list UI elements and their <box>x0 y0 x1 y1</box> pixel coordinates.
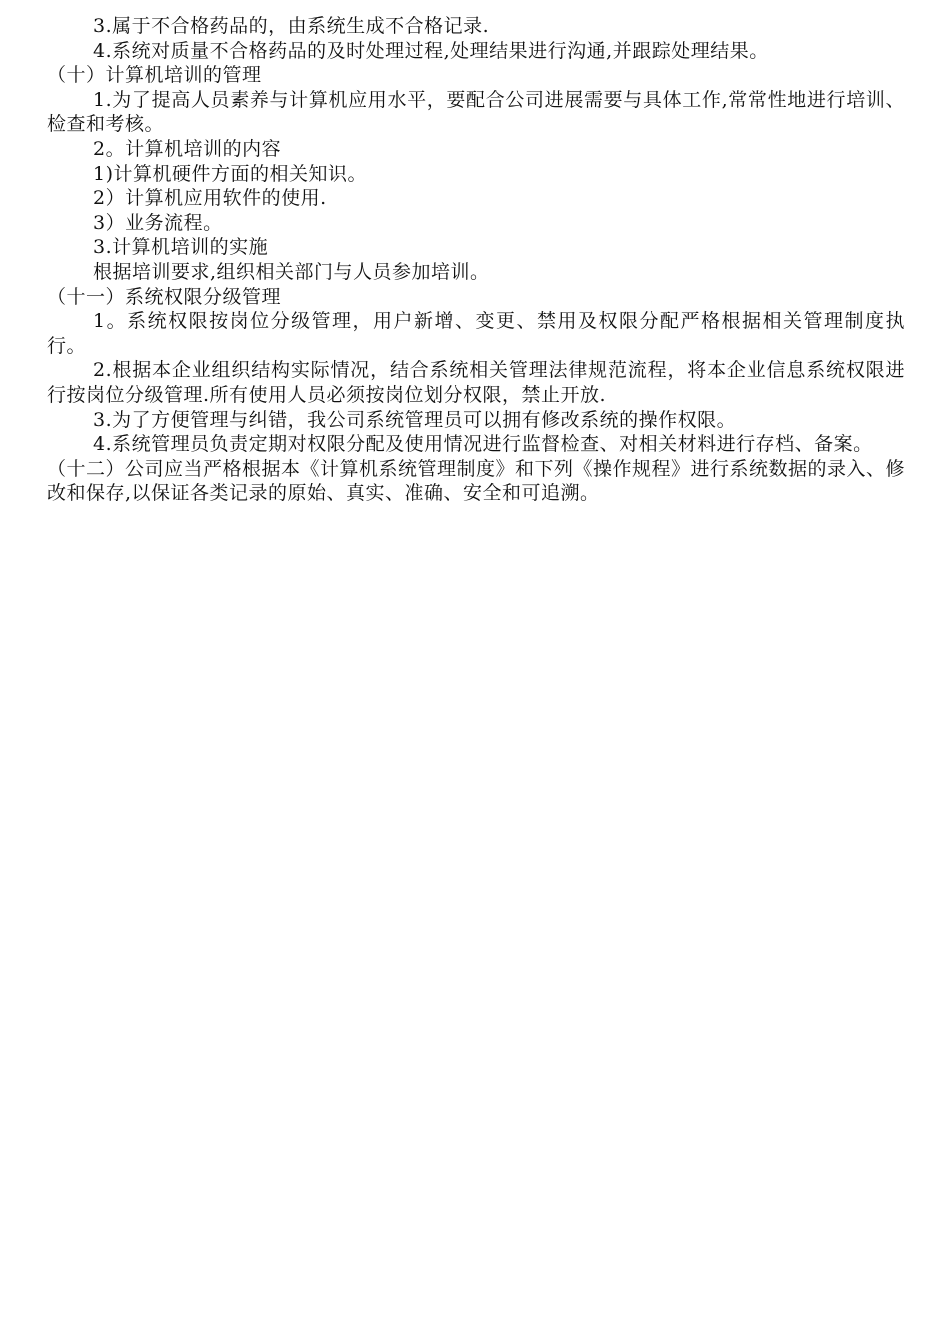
section-heading-10: （十）计算机培训的管理 <box>47 64 262 87</box>
paragraph-training-2-1: 1)计算机硬件方面的相关知识。 <box>93 162 368 185</box>
paragraph-item-3: 3.属于不合格药品的，由系统生成不合格记录. <box>93 15 490 37</box>
paragraph-permission-3: 3.为了方便管理与纠错，我公司系统管理员可以拥有修改系统的操作权限。 <box>93 408 737 431</box>
paragraph-training-2-3: 3）业务流程。 <box>93 211 223 234</box>
paragraph-permission-2: 2.根据本企业组织结构实际情况，结合系统相关管理法律规范流程，将本企业信息系统权限进行按岗位分级管理.所有使用人员必须按岗位划分权限，禁止开放. <box>47 359 905 406</box>
paragraph-training-1: 1.为了提高人员素养与计算机应用水平，要配合公司进展需要与具体工作,常常性地进行培训、检查和考核。 <box>47 88 905 136</box>
document-body <box>47 14 905 506</box>
paragraph-item-4: 4.系统对质量不合格药品的及时处理过程,处理结果进行沟通,并跟踪处理结果。 <box>93 39 769 62</box>
paragraph-training-2-2: 2）计算机应用软件的使用. <box>93 187 327 210</box>
section-heading-12: （十二）公司应当严格根据本《计算机系统管理制度》和下列《操作规程》进行系统数据的录入、修改和保存,以保证各类记录的原始、真实、准确、安全和可追溯。 <box>47 457 906 505</box>
section-heading-11: （十一）系统权限分级管理 <box>47 285 282 308</box>
paragraph-permission-1: 1。系统权限按岗位分级管理，用户新增、变更、禁用及权限分配严格根据相关管理制度执行。 <box>47 310 905 357</box>
paragraph-training-3: 3.计算机培训的实施 <box>93 236 269 259</box>
paragraph-training-3-body: 根据培训要求,组织相关部门与人员参加培训。 <box>93 260 490 283</box>
paragraph-permission-4: 4.系统管理员负责定期对权限分配及使用情况进行监督检查、对相关材料进行存档、备案。 <box>93 433 873 456</box>
paragraph-training-2: 2。计算机培训的内容 <box>93 137 282 160</box>
